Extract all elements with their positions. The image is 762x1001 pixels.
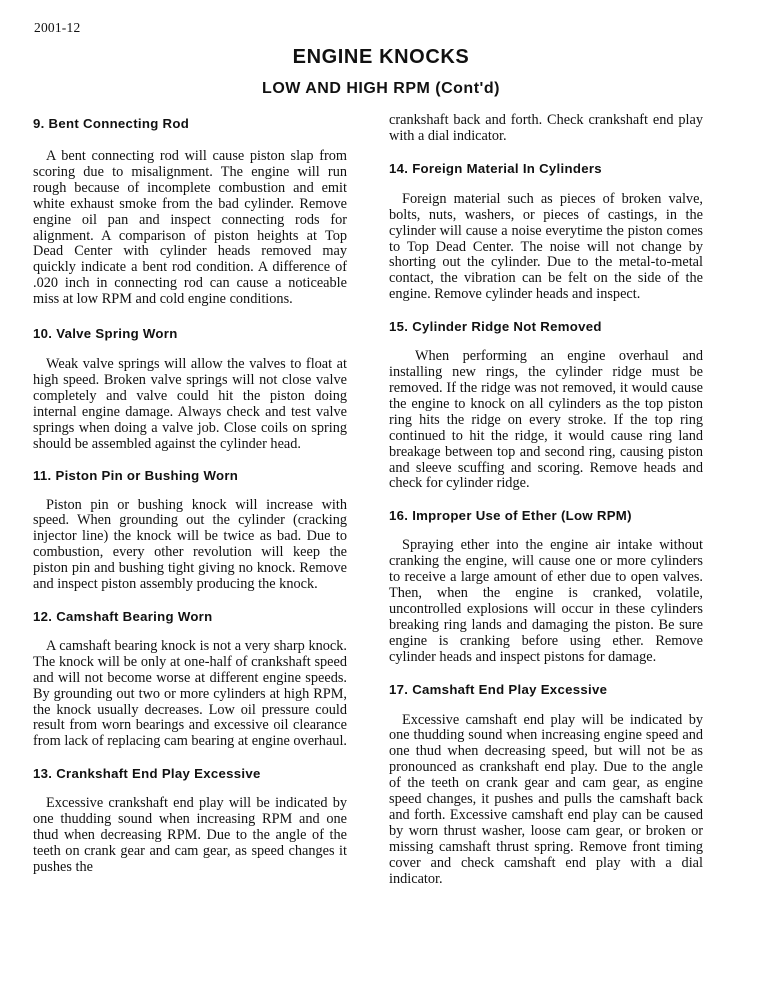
section-16-text: Spraying ether into the engine air intake without cranking the engine, will cause one or more cylinders to receive a large amount of ether due to open valves. Then, when the engine is cranked, volatile, uncontrolled explosions will occur in these cylinders breaking ring lands and damaging the piston. Be sure engine is cranking before using ether. Remove cylinder heads and inspect pistons for damage.	[389, 537, 703, 665]
section-9-heading: 9. Bent Connecting Rod	[33, 116, 190, 131]
section-13-heading: 13. Crankshaft End Play Excessive	[33, 766, 261, 782]
section-10-heading: 10. Valve Spring Worn	[33, 326, 178, 342]
page-title: ENGINE KNOCKS	[292, 46, 470, 68]
section-14-text: Foreign material such as pieces of broken valve, bolts, nuts, washers, or pieces of castings, in the cylinder will cause a noise everytime the piston comes to Top Dead Center. The noise will not change by shorting out the cylinder. Due to the metal-to-metal contact, the vibration can be felt on the side of the engine. Remove cylinder heads and inspect.	[389, 190, 703, 303]
section-17-heading: 17. Camshaft End Play Excessive	[389, 681, 608, 697]
section-17-text: Excessive camshaft end play will be indicated by one thudding sound when increasing engine speed and one thud when decreasing speed, but will not be as pronounced as crankshaft end play. Due to the angle of the teeth on crank gear and cam gear, as engine speed changes, it pushes and pulls the camshaft back and forth. Excessive camshaft end play can be caused by worn thrust washer, loose cam gear, or broken or missing camshaft thrust spring. Remove front timing cover and check camshaft end play with a dial indicator.	[389, 711, 703, 887]
section-13-text: Excessive crankshaft end play will be indicated by one thudding sound when increasing RPM and one thud when decreasing RPM. Due to the angle of the teeth on crank gear and cam gear, as speed changes it pushes the	[33, 795, 347, 875]
section-15-heading: 15. Cylinder Ridge Not Removed	[389, 319, 602, 335]
section-16-heading: 16. Improper Use of Ether (Low RPM)	[389, 508, 632, 524]
section-13-continued-text: crankshaft back and forth. Check crankshaft end play with a dial indicator.	[389, 112, 703, 144]
page-subtitle: LOW AND HIGH RPM (Cont'd)	[262, 80, 500, 97]
left-column	[33, 113, 347, 876]
section-9-text: A bent connecting rod will cause piston slap from scoring due to misalignment. The engine will run rough because of incomplete combustion and emit white exhaust smoke from the bad cylinder. Remove engine oil pan and inspect connecting rods for alignment. A comparison of piston heights at Top Dead Center with cylinder heads removed may quickly indicate a bent rod condition. A difference of .020 inch in connecting rod can cause a noticeable miss at low RPM and cold engine conditions.	[33, 148, 347, 308]
section-10-text: Weak valve springs will allow the valves to float at high speed. Broken valve springs will not close valve completely and valve could hit the piston doing internal engine damage. Always check and test valve springs when doing a valve job. Close coils on spring should be assembled against the cylinder head.	[33, 356, 347, 452]
section-11-heading: 11. Piston Pin or Bushing Worn	[33, 467, 239, 483]
section-12-heading: 12. Camshaft Bearing Worn	[33, 608, 213, 624]
section-15-text: When performing an engine overhaul and installing new rings, the cylinder ridge must be removed. If the ridge was not removed, it would cause the engine to knock on all cylinders as the top piston ring hits the ridge on every stroke. If the top ring continued to hit the ridge, it would cause ring land breakage between top and second ring, causing piston and sleeve scuffing and scoring. Remove heads and check for cylinder ridge.	[389, 348, 703, 492]
right-column	[389, 113, 703, 888]
page-number: 2001-12	[34, 20, 81, 35]
section-11-text: Piston pin or bushing knock will increase with speed. When grounding out the cylinder (cracking injector line) the knock will be twice as bad. Due to combustion, every other revolution will keep the piston pin and bushing tight giving no knock. Remove and inspect piston assembly producing the knock.	[33, 496, 347, 593]
section-14-heading: 14. Foreign Material In Cylinders	[389, 160, 602, 176]
section-12-text: A camshaft bearing knock is not a very sharp knock. The knock will be only at one-half of crankshaft speed and will not become worse at different engine speeds. By grounding out two or more cylinders at high RPM, the knock usually decreases. Low oil pressure could result from worn bearings and excessive oil clearance from lack of replacing cam bearing at engine overhaul.	[33, 637, 347, 750]
